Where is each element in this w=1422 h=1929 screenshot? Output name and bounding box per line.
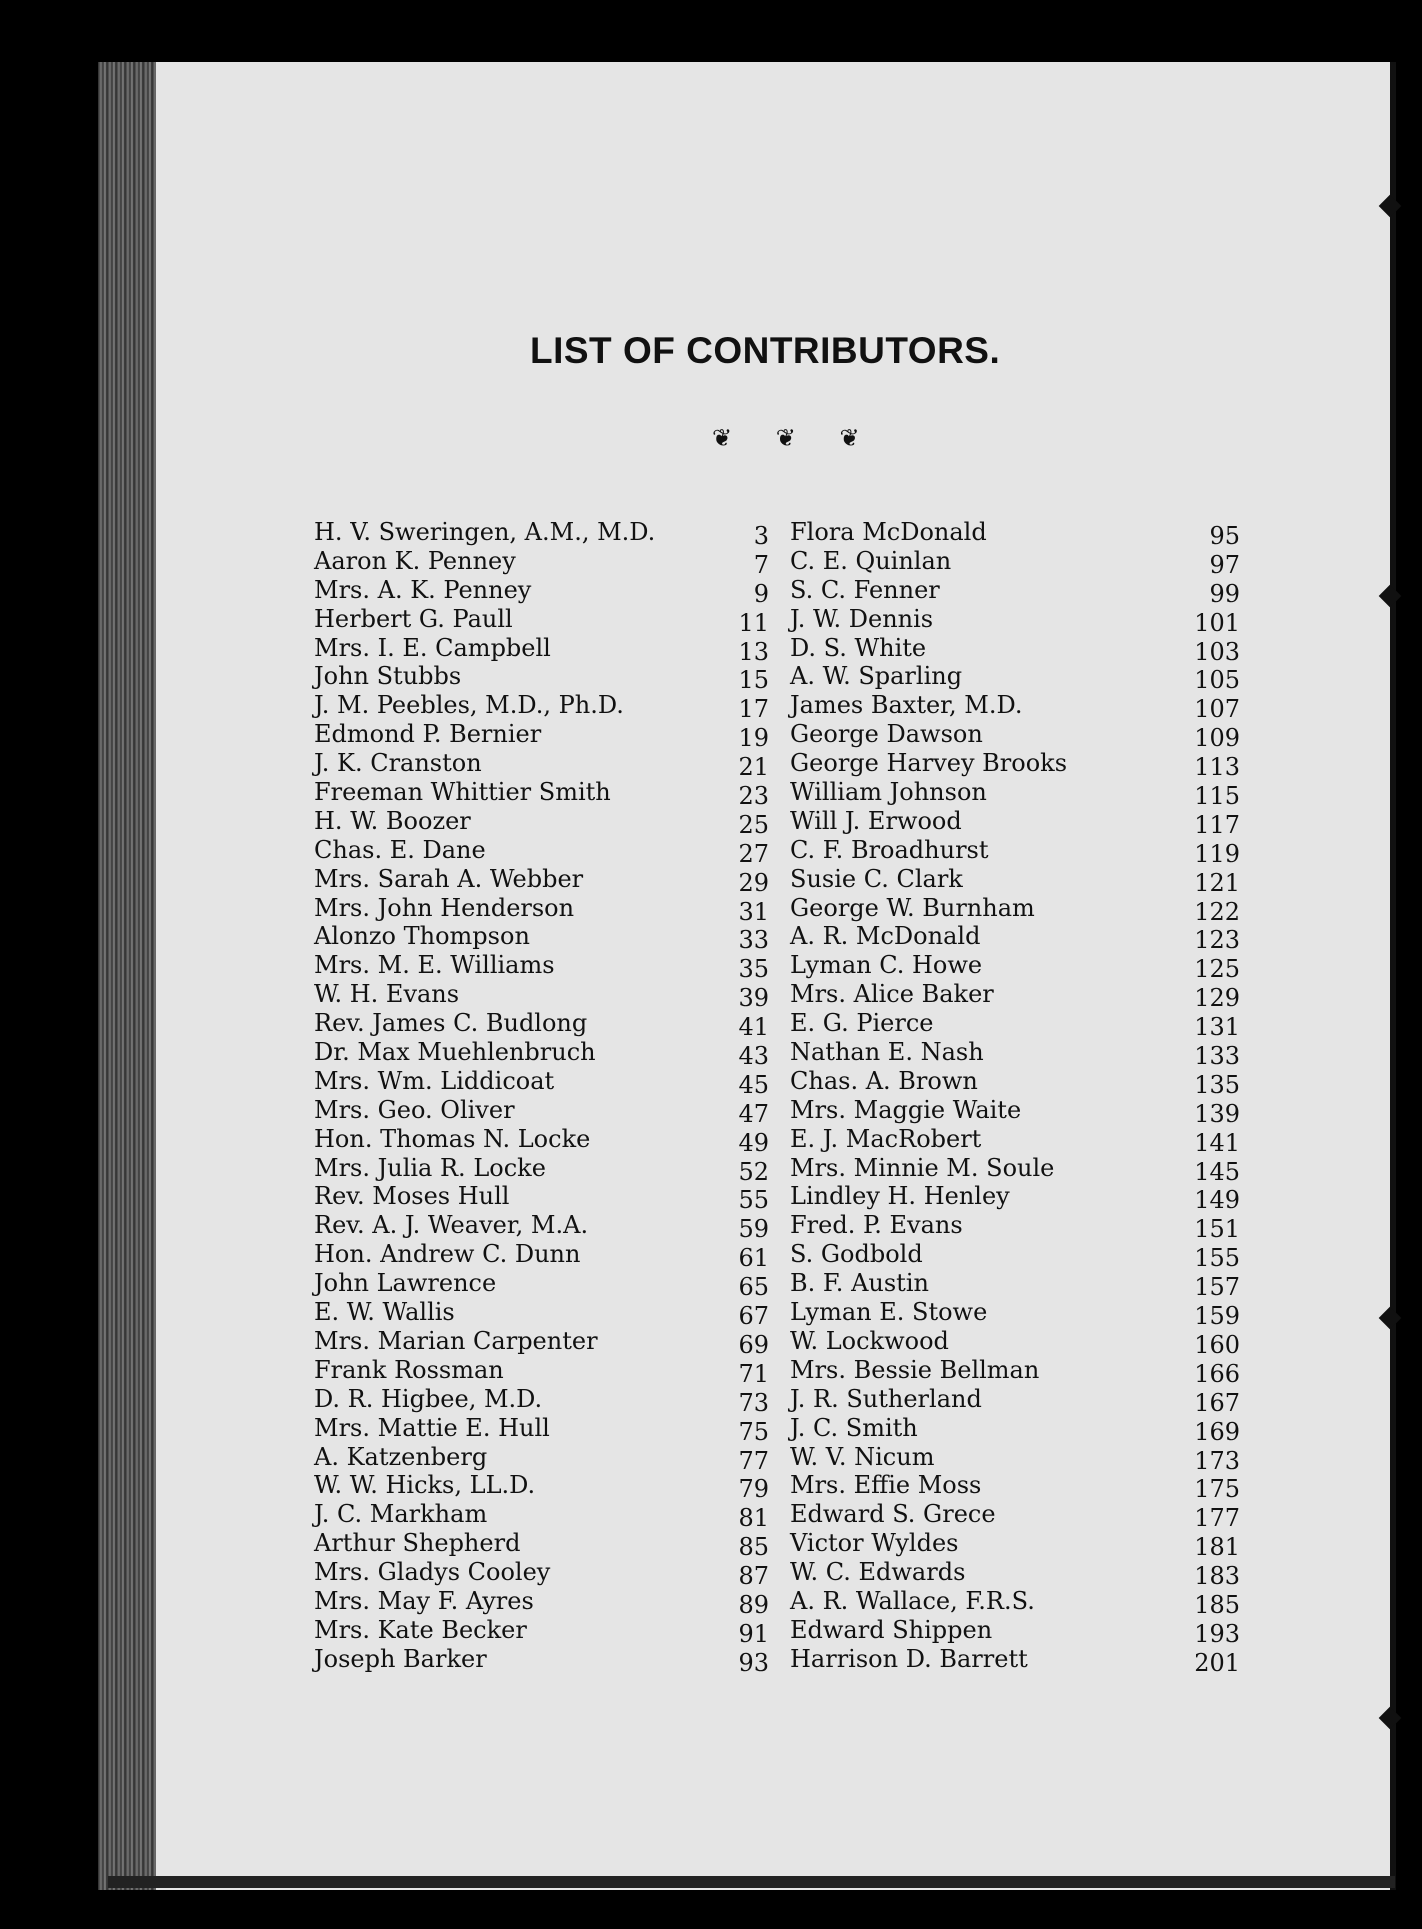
contributor-row: [314, 1066, 769, 1099]
contributor-page-number: 125: [1194, 955, 1240, 984]
contributor-name: Mrs. Bessie Bellman: [790, 1355, 1040, 1384]
contributor-name: Edward Shippen: [790, 1615, 993, 1644]
contributor-name: Aaron K. Penney: [314, 546, 516, 575]
contributor-page-number: 141: [1194, 1128, 1240, 1157]
contributor-row: [314, 691, 769, 724]
contributor-page-number: 52: [738, 1157, 769, 1186]
contributor-page-number: 49: [738, 1128, 769, 1157]
contributor-name: William Johnson: [790, 778, 987, 807]
ornament-divider: ❦ ❦ ❦: [712, 424, 878, 452]
contributor-row: [314, 1615, 769, 1648]
contributor-page-number: 115: [1194, 782, 1240, 811]
contributor-name: Chas. A. Brown: [790, 1066, 978, 1095]
contributor-name: H. V. Sweringen, A.M., M.D.: [314, 518, 656, 546]
contributor-name: J. C. Smith: [790, 1413, 918, 1442]
contributor-name: Harrison D. Barrett: [790, 1644, 1028, 1673]
contributor-page-number: 81: [738, 1504, 769, 1533]
contributor-page-number: 79: [738, 1475, 769, 1504]
contributor-name: Flora McDonald: [790, 518, 987, 546]
contributor-name: B. F. Austin: [790, 1269, 929, 1298]
contributor-row: [314, 1500, 769, 1533]
contributor-row: [314, 518, 769, 550]
contributor-row: [314, 864, 769, 897]
contributor-page-number: 43: [738, 1042, 769, 1071]
contributor-name: H. W. Boozer: [314, 806, 471, 835]
contributor-row: [314, 1009, 769, 1042]
contributor-page-number: 69: [738, 1330, 769, 1359]
contributor-row: [314, 604, 769, 637]
contributor-name: Mrs. Maggie Waite: [790, 1095, 1022, 1124]
contributor-row: [314, 893, 769, 926]
contributor-name: W. H. Evans: [314, 980, 460, 1009]
contributor-row: [314, 1269, 769, 1302]
contributor-page-number: 39: [738, 984, 769, 1013]
contributor-name: Arthur Shepherd: [314, 1529, 521, 1558]
contributor-row: [790, 835, 1240, 868]
contributor-name: John Stubbs: [314, 662, 462, 691]
contributor-page-number: 95: [1209, 522, 1240, 550]
contributor-page-number: 159: [1194, 1302, 1240, 1331]
contributor-row: [314, 835, 769, 868]
contributor-name: Dr. Max Muehlenbruch: [314, 1038, 596, 1067]
contributor-name: Hon. Andrew C. Dunn: [314, 1240, 581, 1269]
contributor-name: J. M. Peebles, M.D., Ph.D.: [314, 691, 624, 720]
contributor-name: Mrs. Marian Carpenter: [314, 1326, 598, 1355]
contributors-column-right: [790, 518, 1240, 1677]
contributor-row: [790, 864, 1240, 897]
contributor-page-number: 97: [1209, 550, 1240, 579]
contributor-page-number: 91: [738, 1619, 769, 1648]
contributor-row: [314, 1095, 769, 1128]
contributor-page-number: 23: [738, 782, 769, 811]
contributor-name: Hon. Thomas N. Locke: [314, 1124, 591, 1153]
contributor-name: Alonzo Thompson: [314, 922, 530, 951]
contributor-page-number: 19: [738, 724, 769, 753]
contributor-row: [790, 806, 1240, 839]
contributor-page-number: 151: [1194, 1215, 1240, 1244]
contributor-page-number: 193: [1194, 1619, 1240, 1648]
contributor-page-number: 149: [1194, 1186, 1240, 1215]
contributor-row: [790, 1644, 1240, 1677]
contributor-name: Lyman C. Howe: [790, 951, 983, 980]
contributor-page-number: 175: [1194, 1475, 1240, 1504]
contributor-page-number: 133: [1194, 1042, 1240, 1071]
contributor-page-number: 173: [1194, 1446, 1240, 1475]
contributor-name: George Dawson: [790, 720, 983, 749]
contributor-name: D. R. Higbee, M.D.: [314, 1384, 543, 1413]
contributor-row: [314, 575, 769, 608]
contributor-row: [790, 922, 1240, 955]
contributor-row: [314, 1182, 769, 1215]
contributor-page-number: 169: [1194, 1417, 1240, 1446]
contributor-row: [790, 575, 1240, 608]
contributor-page-number: 33: [738, 926, 769, 955]
contributor-name: Chas. E. Dane: [314, 835, 486, 864]
contributor-name: Mrs. Julia R. Locke: [314, 1153, 546, 1182]
contributor-row: [314, 1211, 769, 1244]
contributor-row: [790, 662, 1240, 695]
contributor-page-number: 13: [738, 637, 769, 666]
contributor-page-number: 109: [1194, 724, 1240, 753]
contributor-page-number: 183: [1194, 1562, 1240, 1591]
contributor-page-number: 107: [1194, 695, 1240, 724]
contributor-name: George Harvey Brooks: [790, 749, 1068, 778]
contributor-page-number: 65: [738, 1273, 769, 1302]
contributor-row: [314, 922, 769, 955]
contributor-name: J. R. Sutherland: [790, 1384, 982, 1413]
contributor-page-number: 61: [738, 1244, 769, 1273]
contributor-row: [790, 1558, 1240, 1591]
contributor-row: [790, 1066, 1240, 1099]
contributor-page-number: 89: [738, 1590, 769, 1619]
contributor-row: [314, 720, 769, 753]
contributor-row: [790, 1240, 1240, 1273]
contributor-row: [790, 1384, 1240, 1417]
contributor-page-number: 177: [1194, 1504, 1240, 1533]
contributor-name: Mrs. Geo. Oliver: [314, 1095, 515, 1124]
contributor-row: [314, 980, 769, 1013]
contributor-page-number: 35: [738, 955, 769, 984]
contributor-page-number: 55: [738, 1186, 769, 1215]
contributor-name: Joseph Barker: [314, 1644, 487, 1673]
contributor-row: [790, 1153, 1240, 1186]
contributor-page-number: 3: [753, 522, 769, 550]
contributor-page-number: 122: [1194, 897, 1240, 926]
contributor-name: Victor Wyldes: [790, 1529, 959, 1558]
contributor-page-number: 99: [1209, 579, 1240, 608]
contributor-name: W. V. Nicum: [790, 1442, 935, 1471]
contributor-name: John Lawrence: [314, 1269, 497, 1298]
contributor-page-number: 185: [1194, 1590, 1240, 1619]
contributor-name: Nathan E. Nash: [790, 1038, 984, 1067]
contributor-page-number: 103: [1194, 637, 1240, 666]
contributor-name: Mrs. Sarah A. Webber: [314, 864, 584, 893]
contributor-name: A. W. Sparling: [790, 662, 963, 691]
contributor-row: [314, 1124, 769, 1157]
contributor-name: W. Lockwood: [790, 1326, 949, 1355]
contributor-page-number: 145: [1194, 1157, 1240, 1186]
contributor-name: Mrs. Effie Moss: [790, 1471, 982, 1500]
book-binding: [98, 62, 156, 1890]
contributor-row: [790, 778, 1240, 811]
contributor-page-number: 101: [1194, 608, 1240, 637]
contributor-page-number: 87: [738, 1562, 769, 1591]
contributor-page-number: 7: [753, 550, 769, 579]
contributor-row: [790, 1009, 1240, 1042]
contributor-name: Mrs. May F. Ayres: [314, 1586, 534, 1615]
contributor-row: [790, 980, 1240, 1013]
contributor-row: [790, 1326, 1240, 1359]
contributor-row: [790, 951, 1240, 984]
contributor-name: Mrs. I. E. Campbell: [314, 633, 551, 662]
contributor-row: [790, 1413, 1240, 1446]
contributor-row: [790, 1615, 1240, 1648]
contributor-name: Rev. Moses Hull: [314, 1182, 510, 1211]
contributor-page-number: 15: [738, 666, 769, 695]
contributor-row: [314, 633, 769, 666]
contributor-name: Mrs. M. E. Williams: [314, 951, 555, 980]
contributor-row: [314, 951, 769, 984]
contributor-row: [314, 1644, 769, 1677]
contributor-name: Rev. James C. Budlong: [314, 1009, 588, 1038]
contributor-page-number: 135: [1194, 1070, 1240, 1099]
contributor-page-number: 9: [753, 579, 769, 608]
contributor-page-number: 11: [738, 608, 769, 637]
contributor-row: [314, 1240, 769, 1273]
contributor-row: [790, 604, 1240, 637]
contributor-row: [314, 1355, 769, 1388]
contributor-page-number: 41: [738, 1013, 769, 1042]
contributor-row: [790, 1586, 1240, 1619]
contributor-page-number: 25: [738, 810, 769, 839]
contributor-page-number: 59: [738, 1215, 769, 1244]
contributor-row: [790, 1471, 1240, 1504]
contributor-name: J. W. Dennis: [790, 604, 934, 633]
contributor-row: [314, 1586, 769, 1619]
contributor-page-number: 45: [738, 1070, 769, 1099]
contributor-page-number: 105: [1194, 666, 1240, 695]
contributor-name: Mrs. Alice Baker: [790, 980, 994, 1009]
contributor-page-number: 31: [738, 897, 769, 926]
contributor-name: E. G. Pierce: [790, 1009, 934, 1038]
contributor-name: Susie C. Clark: [790, 864, 963, 893]
contributor-row: [790, 1182, 1240, 1215]
contributor-page-number: 77: [738, 1446, 769, 1475]
contributor-page-number: 181: [1194, 1533, 1240, 1562]
contributor-page-number: 75: [738, 1417, 769, 1446]
contributor-page-number: 17: [738, 695, 769, 724]
contributor-page-number: 113: [1194, 753, 1240, 782]
contributor-row: [314, 1558, 769, 1591]
contributor-page-number: 131: [1194, 1013, 1240, 1042]
contributor-name: Frank Rossman: [314, 1355, 504, 1384]
contributor-row: [314, 749, 769, 782]
contributor-row: [314, 1038, 769, 1071]
contributor-row: [314, 1413, 769, 1446]
contributor-name: Edmond P. Bernier: [314, 720, 542, 749]
contributor-name: George W. Burnham: [790, 893, 1035, 922]
contributor-row: [314, 546, 769, 579]
contributor-name: Fred. P. Evans: [790, 1211, 963, 1240]
contributor-name: Mrs. John Henderson: [314, 893, 575, 922]
contributor-page-number: 21: [738, 753, 769, 782]
contributor-row: [314, 662, 769, 695]
contributor-row: [314, 1442, 769, 1475]
contributor-row: [790, 1355, 1240, 1388]
contributor-row: [790, 1298, 1240, 1331]
contributor-name: James Baxter, M.D.: [790, 691, 1023, 720]
contributor-page-number: 47: [738, 1099, 769, 1128]
contributor-name: A. R. McDonald: [790, 922, 981, 951]
contributor-name: W. C. Edwards: [790, 1558, 966, 1587]
contributor-row: [790, 1269, 1240, 1302]
contributor-page-number: 121: [1194, 868, 1240, 897]
contributor-row: [790, 1038, 1240, 1071]
contributor-page-number: 93: [738, 1648, 769, 1677]
contributor-row: [790, 691, 1240, 724]
contributor-name: Mrs. Mattie E. Hull: [314, 1413, 550, 1442]
contributor-row: [790, 1500, 1240, 1533]
contributor-row: [790, 1211, 1240, 1244]
contributor-name: C. F. Broadhurst: [790, 835, 989, 864]
contributor-name: Mrs. A. K. Penney: [314, 575, 532, 604]
contributor-name: A. Katzenberg: [314, 1442, 488, 1471]
contributor-page-number: 117: [1194, 810, 1240, 839]
contributor-row: [314, 1298, 769, 1331]
contributor-row: [790, 518, 1240, 550]
contributor-name: Mrs. Wm. Liddicoat: [314, 1066, 555, 1095]
contributor-page-number: 201: [1194, 1648, 1240, 1677]
contributor-page-number: 73: [738, 1388, 769, 1417]
contributor-row: [314, 1384, 769, 1417]
contributors-column-left: [314, 518, 769, 1677]
contributor-row: [790, 749, 1240, 782]
contributor-page-number: 157: [1194, 1273, 1240, 1302]
contributor-page-number: 67: [738, 1302, 769, 1331]
contributor-name: Mrs. Minnie M. Soule: [790, 1153, 1055, 1182]
contributor-page-number: 166: [1194, 1359, 1240, 1388]
contributor-name: E. J. MacRobert: [790, 1124, 982, 1153]
contributor-row: [790, 1095, 1240, 1128]
contributor-page-number: 155: [1194, 1244, 1240, 1273]
contributor-row: [790, 633, 1240, 666]
contributor-row: [314, 1529, 769, 1562]
contributor-row: [790, 893, 1240, 926]
contributor-name: J. C. Markham: [314, 1500, 488, 1529]
contributor-name: Mrs. Kate Becker: [314, 1615, 527, 1644]
contributor-page-number: 139: [1194, 1099, 1240, 1128]
contributor-page-number: 167: [1194, 1388, 1240, 1417]
contributor-name: A. R. Wallace, F.R.S.: [790, 1586, 1035, 1615]
contributor-row: [790, 720, 1240, 753]
contributor-page-number: 160: [1194, 1330, 1240, 1359]
contributor-row: [790, 1529, 1240, 1562]
contributor-page-number: 85: [738, 1533, 769, 1562]
contributor-row: [790, 1442, 1240, 1475]
contributor-name: Will J. Erwood: [790, 806, 962, 835]
contributor-row: [314, 1326, 769, 1359]
contributor-page-number: 71: [738, 1359, 769, 1388]
contributor-page-number: 119: [1194, 839, 1240, 868]
contributor-row: [314, 806, 769, 839]
contributor-name: Lyman E. Stowe: [790, 1298, 988, 1327]
contributor-page-number: 29: [738, 868, 769, 897]
contributor-row: [314, 1471, 769, 1504]
contributor-page-number: 123: [1194, 926, 1240, 955]
contributor-name: Freeman Whittier Smith: [314, 778, 611, 807]
contributor-name: J. K. Cranston: [314, 749, 482, 778]
contributor-page-number: 129: [1194, 984, 1240, 1013]
contributor-name: E. W. Wallis: [314, 1298, 455, 1327]
contributor-row: [790, 1124, 1240, 1157]
contributor-name: D. S. White: [790, 633, 927, 662]
page-bottom-edge: [108, 1876, 1395, 1888]
contributor-name: Edward S. Grece: [790, 1500, 996, 1529]
contributor-row: [314, 1153, 769, 1186]
contributor-name: Rev. A. J. Weaver, M.A.: [314, 1211, 589, 1240]
page-title: LIST OF CONTRIBUTORS.: [530, 330, 1001, 371]
contributor-name: Herbert G. Paull: [314, 604, 513, 633]
contributor-page-number: 27: [738, 839, 769, 868]
contributor-name: W. W. Hicks, LL.D.: [314, 1471, 536, 1500]
contributor-row: [790, 546, 1240, 579]
contributor-name: S. Godbold: [790, 1240, 923, 1269]
contributor-name: S. C. Fenner: [790, 575, 940, 604]
contributor-row: [314, 778, 769, 811]
contributor-name: C. E. Quinlan: [790, 546, 952, 575]
contributor-name: Mrs. Gladys Cooley: [314, 1558, 551, 1587]
contributor-name: Lindley H. Henley: [790, 1182, 1010, 1211]
page-right-edge: [1390, 62, 1396, 1890]
